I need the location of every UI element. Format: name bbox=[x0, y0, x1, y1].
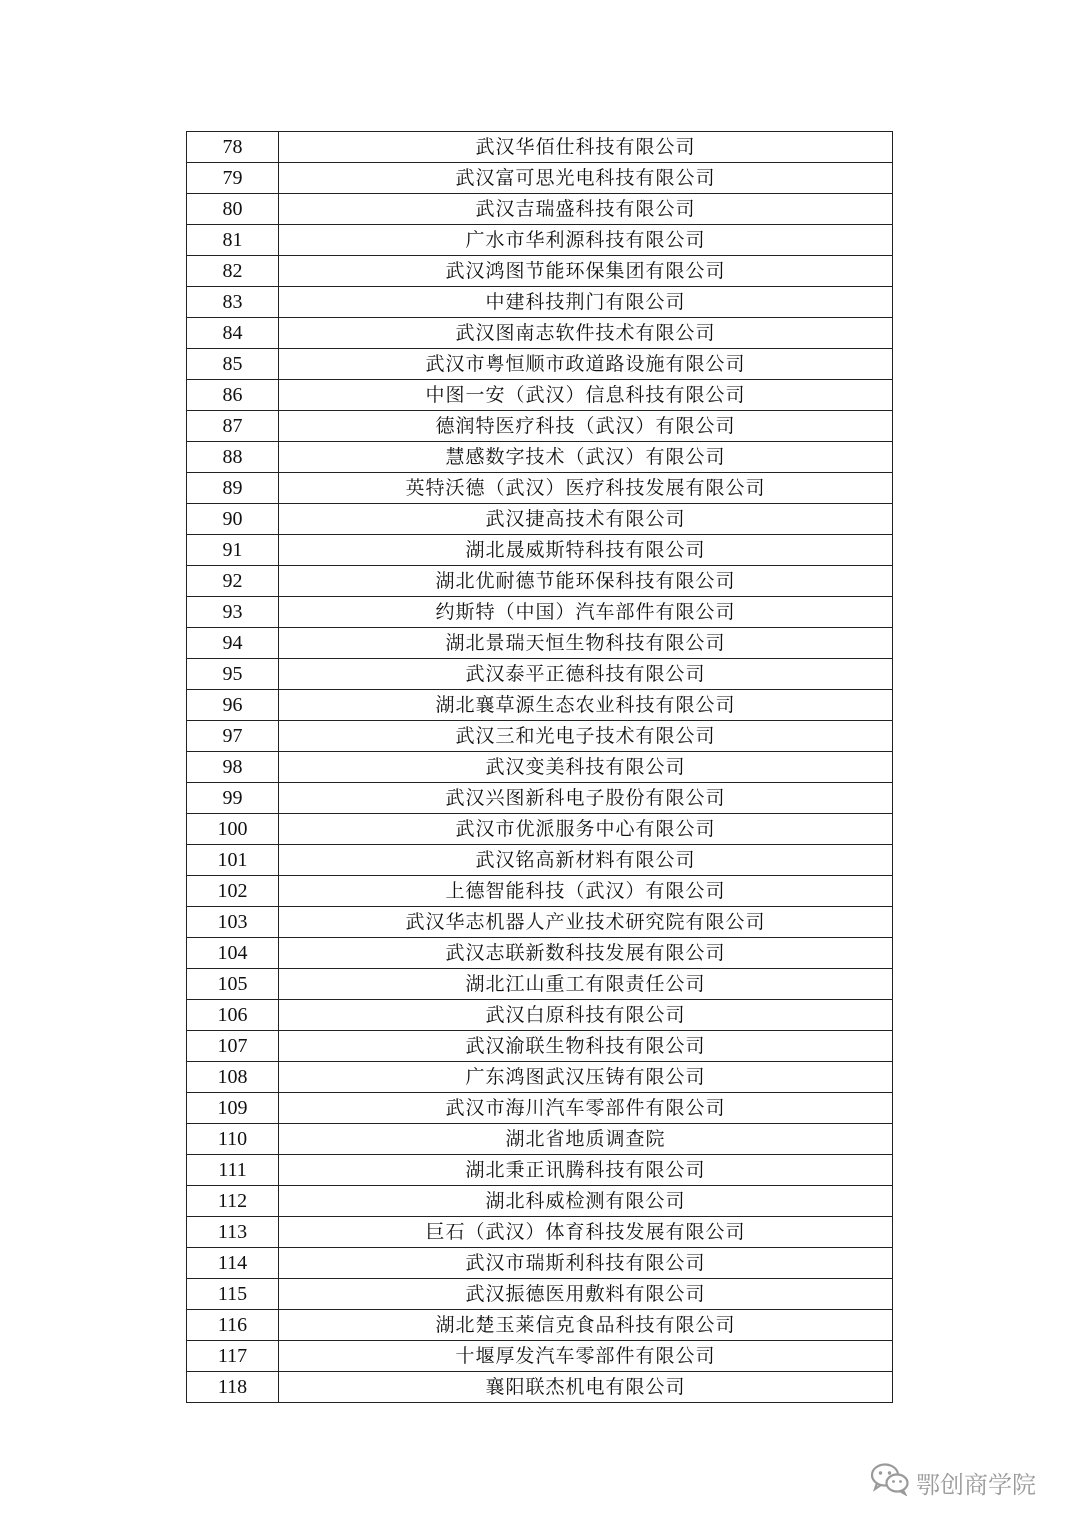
row-number: 83 bbox=[187, 287, 279, 318]
row-number: 105 bbox=[187, 969, 279, 1000]
company-name: 约斯特（中国）汽车部件有限公司 bbox=[279, 597, 893, 628]
table-row bbox=[187, 752, 893, 783]
row-number: 104 bbox=[187, 938, 279, 969]
company-name: 武汉市海川汽车零部件有限公司 bbox=[279, 1093, 893, 1124]
row-number: 118 bbox=[187, 1372, 279, 1403]
table-row bbox=[187, 876, 893, 907]
row-number: 94 bbox=[187, 628, 279, 659]
row-number: 114 bbox=[187, 1248, 279, 1279]
row-number: 79 bbox=[187, 163, 279, 194]
company-name: 湖北省地质调查院 bbox=[279, 1124, 893, 1155]
table-row bbox=[187, 287, 893, 318]
company-name: 襄阳联杰机电有限公司 bbox=[279, 1372, 893, 1403]
row-number: 85 bbox=[187, 349, 279, 380]
company-name: 武汉三和光电子技术有限公司 bbox=[279, 721, 893, 752]
company-name: 十堰厚发汽车零部件有限公司 bbox=[279, 1341, 893, 1372]
row-number: 82 bbox=[187, 256, 279, 287]
table-row bbox=[187, 256, 893, 287]
table-row bbox=[187, 721, 893, 752]
row-number: 93 bbox=[187, 597, 279, 628]
row-number: 117 bbox=[187, 1341, 279, 1372]
row-number: 99 bbox=[187, 783, 279, 814]
table-row bbox=[187, 1186, 893, 1217]
table-row bbox=[187, 1155, 893, 1186]
row-number: 86 bbox=[187, 380, 279, 411]
table-row bbox=[187, 1000, 893, 1031]
company-name: 武汉志联新数科技发展有限公司 bbox=[279, 938, 893, 969]
company-name: 武汉市粤恒顺市政道路设施有限公司 bbox=[279, 349, 893, 380]
company-name: 武汉铭高新材料有限公司 bbox=[279, 845, 893, 876]
row-number: 84 bbox=[187, 318, 279, 349]
row-number: 96 bbox=[187, 690, 279, 721]
company-name: 武汉捷高技术有限公司 bbox=[279, 504, 893, 535]
row-number: 91 bbox=[187, 535, 279, 566]
company-name: 武汉鸿图节能环保集团有限公司 bbox=[279, 256, 893, 287]
table-row bbox=[187, 132, 893, 163]
table-row bbox=[187, 1031, 893, 1062]
watermark-text: 鄂创商学院 bbox=[916, 1470, 1036, 1499]
table-row bbox=[187, 690, 893, 721]
row-number: 110 bbox=[187, 1124, 279, 1155]
company-name: 武汉白原科技有限公司 bbox=[279, 1000, 893, 1031]
company-name: 湖北晟威斯特科技有限公司 bbox=[279, 535, 893, 566]
row-number: 98 bbox=[187, 752, 279, 783]
table-row bbox=[187, 473, 893, 504]
table-row bbox=[187, 1310, 893, 1341]
company-name: 湖北秉正讯腾科技有限公司 bbox=[279, 1155, 893, 1186]
row-number: 112 bbox=[187, 1186, 279, 1217]
company-name: 英特沃德（武汉）医疗科技发展有限公司 bbox=[279, 473, 893, 504]
table-row bbox=[187, 597, 893, 628]
table-row bbox=[187, 1124, 893, 1155]
company-name: 武汉兴图新科电子股份有限公司 bbox=[279, 783, 893, 814]
row-number: 92 bbox=[187, 566, 279, 597]
table-row bbox=[187, 1217, 893, 1248]
company-name: 武汉富可思光电科技有限公司 bbox=[279, 163, 893, 194]
company-list-table bbox=[186, 131, 893, 1403]
row-number: 81 bbox=[187, 225, 279, 256]
wechat-icon bbox=[870, 1462, 916, 1502]
row-number: 109 bbox=[187, 1093, 279, 1124]
table-row bbox=[187, 535, 893, 566]
company-name: 湖北景瑞天恒生物科技有限公司 bbox=[279, 628, 893, 659]
table-row bbox=[187, 411, 893, 442]
row-number: 111 bbox=[187, 1155, 279, 1186]
company-name: 武汉振德医用敷料有限公司 bbox=[279, 1279, 893, 1310]
table-row bbox=[187, 1093, 893, 1124]
company-name: 湖北襄草源生态农业科技有限公司 bbox=[279, 690, 893, 721]
row-number: 95 bbox=[187, 659, 279, 690]
table-row bbox=[187, 318, 893, 349]
company-name: 武汉图南志软件技术有限公司 bbox=[279, 318, 893, 349]
company-name: 湖北科威检测有限公司 bbox=[279, 1186, 893, 1217]
table-row bbox=[187, 194, 893, 225]
company-name: 武汉变美科技有限公司 bbox=[279, 752, 893, 783]
table-row bbox=[187, 504, 893, 535]
company-name: 武汉渝联生物科技有限公司 bbox=[279, 1031, 893, 1062]
table-row bbox=[187, 845, 893, 876]
table-row bbox=[187, 628, 893, 659]
table-body bbox=[187, 132, 893, 1403]
table-row bbox=[187, 659, 893, 690]
row-number: 97 bbox=[187, 721, 279, 752]
company-name: 德润特医疗科技（武汉）有限公司 bbox=[279, 411, 893, 442]
table-row bbox=[187, 1248, 893, 1279]
table-row bbox=[187, 380, 893, 411]
company-name: 湖北楚玉莱信克食品科技有限公司 bbox=[279, 1310, 893, 1341]
company-name: 广东鸿图武汉压铸有限公司 bbox=[279, 1062, 893, 1093]
company-name: 广水市华利源科技有限公司 bbox=[279, 225, 893, 256]
row-number: 102 bbox=[187, 876, 279, 907]
row-number: 116 bbox=[187, 1310, 279, 1341]
company-name: 武汉市优派服务中心有限公司 bbox=[279, 814, 893, 845]
table-row bbox=[187, 163, 893, 194]
table-row bbox=[187, 1341, 893, 1372]
row-number: 108 bbox=[187, 1062, 279, 1093]
row-number: 90 bbox=[187, 504, 279, 535]
table-row bbox=[187, 1372, 893, 1403]
company-name: 湖北江山重工有限责任公司 bbox=[279, 969, 893, 1000]
company-name: 上德智能科技（武汉）有限公司 bbox=[279, 876, 893, 907]
table-row bbox=[187, 938, 893, 969]
company-name: 中建科技荆门有限公司 bbox=[279, 287, 893, 318]
row-number: 103 bbox=[187, 907, 279, 938]
row-number: 87 bbox=[187, 411, 279, 442]
company-name: 武汉吉瑞盛科技有限公司 bbox=[279, 194, 893, 225]
company-name: 武汉华佰仕科技有限公司 bbox=[279, 132, 893, 163]
company-name: 巨石（武汉）体育科技发展有限公司 bbox=[279, 1217, 893, 1248]
row-number: 115 bbox=[187, 1279, 279, 1310]
row-number: 106 bbox=[187, 1000, 279, 1031]
table-row bbox=[187, 225, 893, 256]
row-number: 107 bbox=[187, 1031, 279, 1062]
table-row bbox=[187, 442, 893, 473]
row-number: 88 bbox=[187, 442, 279, 473]
company-name: 武汉市瑞斯利科技有限公司 bbox=[279, 1248, 893, 1279]
company-name: 中图一安（武汉）信息科技有限公司 bbox=[279, 380, 893, 411]
table-row bbox=[187, 783, 893, 814]
table-row bbox=[187, 1279, 893, 1310]
row-number: 100 bbox=[187, 814, 279, 845]
table-row bbox=[187, 814, 893, 845]
table-row bbox=[187, 1062, 893, 1093]
table-row bbox=[187, 349, 893, 380]
row-number: 78 bbox=[187, 132, 279, 163]
row-number: 80 bbox=[187, 194, 279, 225]
company-name: 湖北优耐德节能环保科技有限公司 bbox=[279, 566, 893, 597]
row-number: 101 bbox=[187, 845, 279, 876]
company-name: 武汉泰平正德科技有限公司 bbox=[279, 659, 893, 690]
company-name: 武汉华志机器人产业技术研究院有限公司 bbox=[279, 907, 893, 938]
row-number: 113 bbox=[187, 1217, 279, 1248]
table-row bbox=[187, 969, 893, 1000]
table-row bbox=[187, 907, 893, 938]
table-row bbox=[187, 566, 893, 597]
row-number: 89 bbox=[187, 473, 279, 504]
watermark bbox=[870, 1462, 1036, 1502]
company-name: 慧感数字技术（武汉）有限公司 bbox=[279, 442, 893, 473]
